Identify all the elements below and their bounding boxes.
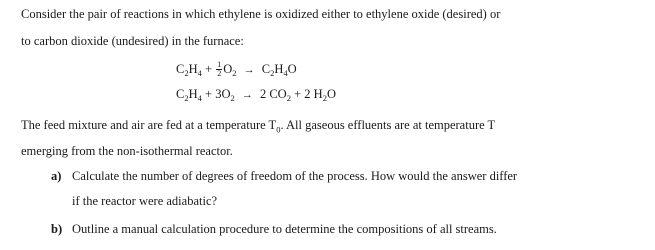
eq2-h2o-sub: 2	[322, 93, 327, 103]
eq1-c-sub: 2	[184, 68, 189, 78]
eq2-plus-1: +	[205, 87, 213, 101]
reaction-equation-2	[176, 86, 336, 103]
eq1-o-sub: 2	[232, 68, 237, 78]
eq1-h-sub: 4	[197, 68, 202, 78]
eq2-h-sub: 4	[197, 93, 202, 103]
eq1-arrow: →	[243, 64, 255, 76]
eq1-p-h: H	[274, 62, 284, 76]
question-a	[51, 168, 517, 184]
eq1-p-o: O	[287, 62, 297, 76]
intro-text-line-1: Consider the pair of reactions in which ethylene is oxidized either to ethylene oxide (desired) or	[21, 7, 501, 21]
eq2-h: H	[188, 87, 198, 101]
question-b-label: b)	[51, 222, 63, 236]
question-a-label: a)	[51, 169, 62, 183]
question-a-line-2: if the reactor were adiabatic?	[72, 194, 218, 208]
question-a-line-1: Calculate the number of degrees of freedom of the process. How would the answer differ	[72, 169, 518, 183]
eq1-half-fraction	[216, 61, 222, 78]
feed-text-line-1	[21, 117, 495, 138]
eq2-h2o: 2 H	[304, 87, 323, 101]
feed-line1-text: The feed mixture and air are fed at a temperature T	[21, 118, 277, 132]
feed-line1-rest: . All gaseous effluents are at temperature T	[280, 118, 496, 132]
question-b-line-1: Outline a manual calculation procedure to determine the compositions of all streams.	[72, 222, 497, 236]
eq2-plus-2: +	[294, 87, 302, 101]
eq1-frac-den: 2	[217, 68, 222, 78]
eq1-frac-num: 1	[217, 59, 222, 69]
eq1-p-c-sub: 2	[270, 68, 275, 78]
question-b	[51, 221, 497, 237]
eq2-c: C	[176, 87, 185, 101]
eq2-co2-sub: 2	[286, 93, 291, 103]
feed-t0-sub: 0	[276, 124, 281, 135]
eq2-o2-sub: 2	[230, 93, 235, 103]
eq1-h: H	[188, 62, 198, 76]
intro-text-line-2: to carbon dioxide (undesired) in the furnace:	[21, 34, 244, 48]
eq1-o: O	[223, 62, 233, 76]
reaction-equation-1	[176, 61, 297, 79]
eq1-plus: +	[205, 62, 213, 76]
eq1-c: C	[176, 62, 185, 76]
eq2-o2: 3O	[215, 87, 231, 101]
feed-text-line-2: emerging from the non-isothermal reactor.	[21, 144, 233, 158]
eq2-arrow: →	[241, 89, 253, 101]
eq1-p-h-sub: 4	[283, 68, 288, 78]
eq2-h2o-o: O	[326, 87, 336, 101]
eq2-c-sub: 2	[184, 93, 189, 103]
eq2-co2: 2 CO	[259, 87, 287, 101]
eq1-p-c: C	[261, 62, 271, 76]
